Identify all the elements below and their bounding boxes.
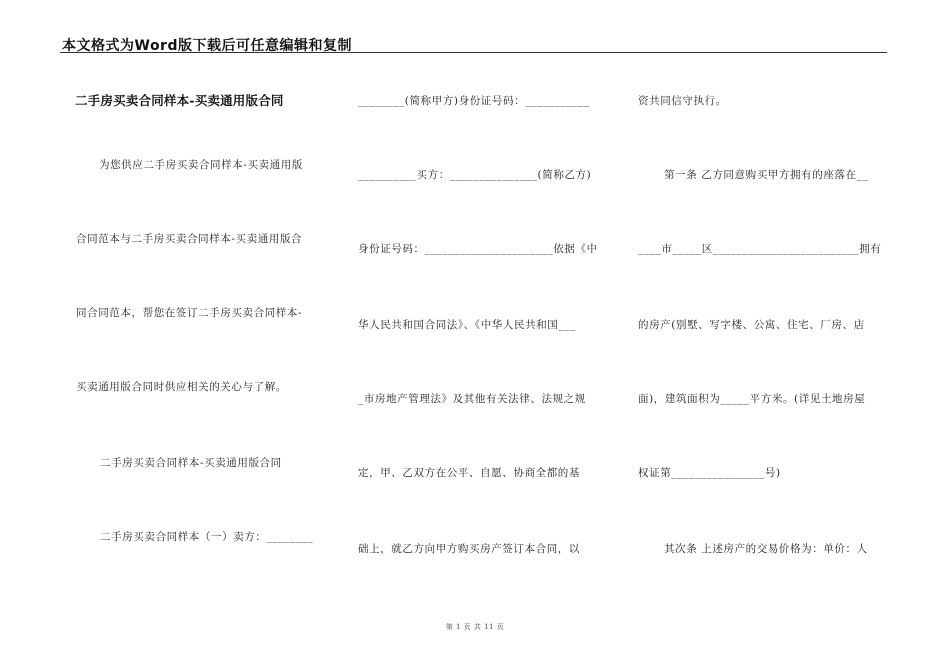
paragraph-line: 二手房买卖合同样本-买卖通用版合同 (100, 457, 282, 469)
paragraph-line: 同合同范本，帮您在签订二手房买卖合同样本- (76, 307, 303, 319)
paragraph-line: _市房地产管理法》及其他有关法律、法规之规 (358, 393, 586, 405)
paragraph-line: 合同范本与二手房买卖合同样本-买卖通用版合 (76, 233, 303, 245)
paragraph-line: 华人民共和国合同法》、《中华人民共和国___ (358, 319, 576, 331)
header-divider (60, 52, 887, 53)
paragraph-line: 身份证号码：______________________依据《中 (358, 243, 598, 255)
paragraph-line: 二手房买卖合同样本（一）卖方：________ (100, 531, 314, 543)
paragraph-line: __________买方：_______________(简称乙方) (358, 169, 592, 181)
page-number: 第 1 页 共 11 页 (445, 623, 505, 631)
paragraph-line: 买卖通用版合同时供应相关的关心与了解。 (76, 381, 287, 393)
paragraph-line: 第一条 乙方同意购买甲方拥有的座落在__ (664, 169, 869, 181)
document-header-note: 本文格式为Word版下载后可任意编辑和复制 (62, 38, 352, 54)
paragraph-line: 面)，建筑面积为_____平方米。(详见土地房屋 (638, 393, 866, 405)
paragraph-line: 础上，就乙方向甲方购买房产签订本合同，以 (358, 543, 580, 555)
paragraph-line: 权证第________________号) (638, 467, 781, 479)
paragraph-line: ____市_____区_________________________拥有 (638, 243, 882, 255)
paragraph-line: 其次条 上述房产的交易价格为：单价：人 (664, 543, 868, 555)
paragraph-line: 资共同信守执行。 (638, 95, 727, 107)
paragraph-line: 为您供应二手房买卖合同样本-买卖通用版 (99, 159, 303, 171)
document-title: 二手房买卖合同样本-买卖通用版合同 (75, 93, 284, 108)
paragraph-line: ________(简称甲方)身份证号码：___________ (358, 95, 590, 107)
paragraph-line: 的房产(别墅、写字楼、公寓、住宅、厂房、店 (638, 319, 865, 331)
paragraph-line: 定，甲、乙双方在公平、自愿、协商全都的基 (358, 467, 580, 479)
